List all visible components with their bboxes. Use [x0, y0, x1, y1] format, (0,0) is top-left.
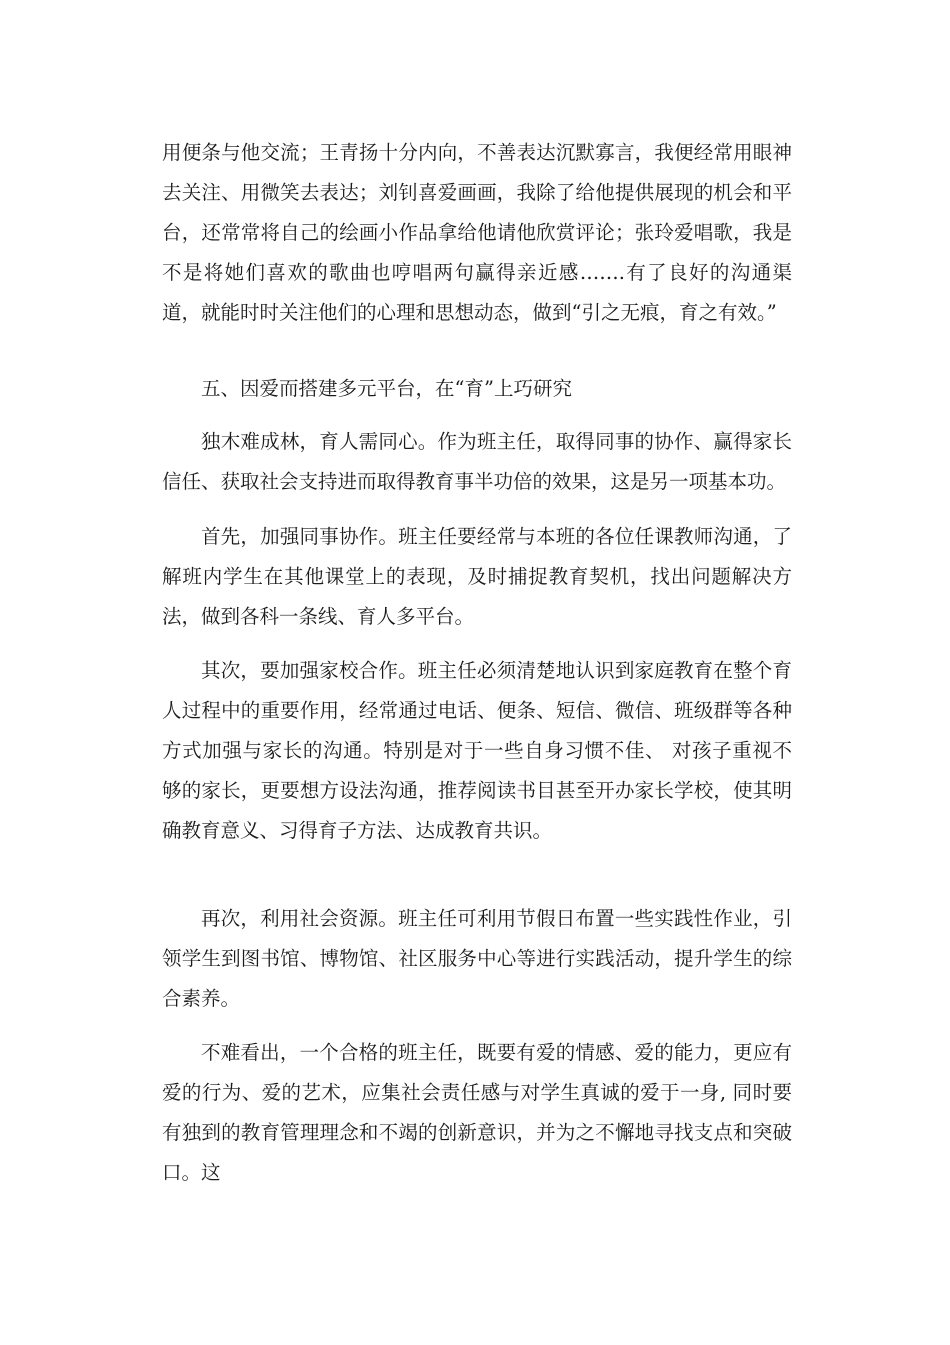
paragraph-social-resources: 再次，利用社会资源。班主任可利用节假日布置一些实践性作业，引领学生到图书馆、博物馆、社区服务中心等进行实践活动，提升学生的综合素养。 [162, 907, 792, 1010]
paragraph-home-school-cooperation: 其次，要加强家校合作。班主任必须清楚地认识到家庭教育在整个育人过程中的重要作用，经常通过电话、便条、短信、微信、班级群等各种方式加强与家长的沟通。特别是对于一些自身习惯不佳、 对孩子重视不够的家长，更要想方设法沟通，推荐阅读书目甚至开办家长学校，使其明确教育意义、习得育子方法、达成教育共识。 [162, 659, 792, 842]
section-heading: 五、因爱而搭建多元平台，在“育”上巧研究 [201, 377, 572, 400]
paragraph-intro: 独木难成林，育人需同心。作为班主任，取得同事的协作、赢得家长信任、获取社会支持进而取得教育事半功倍的效果，这是另一项基本功。 [162, 430, 792, 493]
paragraph-conclusion: 不难看出，一个合格的班主任，既要有爱的情感、爱的能力，更应有爱的行为、爱的艺术，应集社会责任感与对学生真诚的爱于一身, 同时要有独到的教育管理理念和不竭的创新意识，并为之不懈地寻找支点和突破口。这 [162, 1041, 792, 1184]
paragraph-continued: 用便条与他交流；王青扬十分内向，不善表达沉默寡言，我便经常用眼神去关注、用微笑去表达；刘钊喜爱画画，我除了给他提供展现的机会和平台，还常常将自己的绘画小作品拿给他请他欣赏评论；张玲爱唱歌，我是不是将她们喜欢的歌曲也哼唱两句赢得亲近感…….有了良好的沟通渠道，就能时时关注他们的心理和思想动态，做到“引之无痕，育之有效。” [162, 141, 792, 324]
paragraph-colleague-cooperation: 首先，加强同事协作。班主任要经常与本班的各位任课教师沟通，了解班内学生在其他课堂上的表现，及时捕捉教育契机，找出问题解决方法，做到各科一条线、育人多平台。 [162, 525, 792, 628]
